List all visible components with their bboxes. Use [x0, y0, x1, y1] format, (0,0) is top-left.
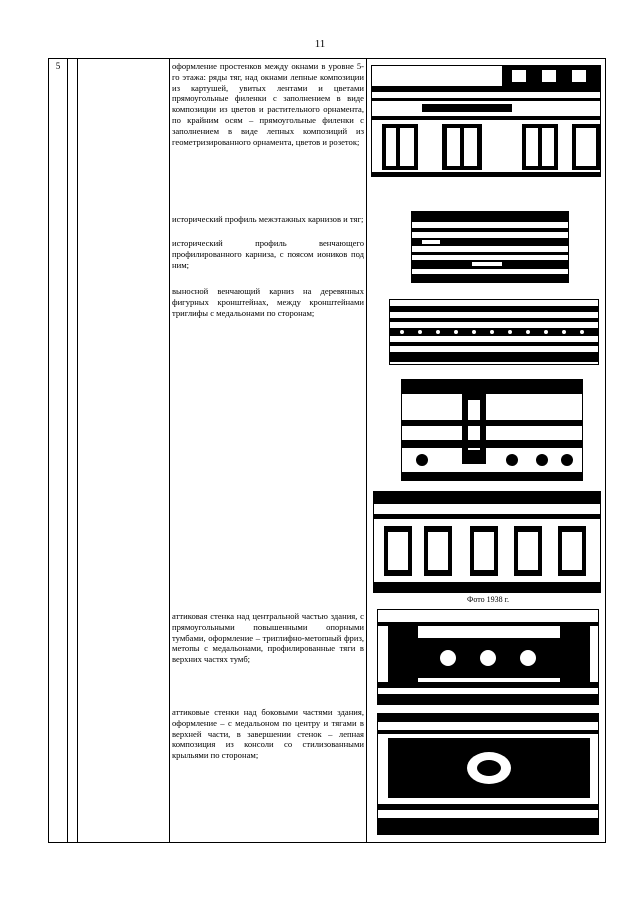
paragraph-side-attics: аттиковые стенки над боковыми частями здания, оформление – с медальоном по центру и тягами в верхней части, в завершении стенок – лепная композиция из консоли со стилизованными крыльями по сторонам;: [172, 707, 364, 761]
historic-photo-1938: [373, 491, 601, 593]
central-attic-photo: [377, 609, 599, 705]
column-divider: [67, 59, 68, 842]
column-divider: [366, 59, 367, 842]
ionic-belt-photo: [389, 299, 599, 365]
paragraph-cornices-profile: исторический профиль межэтажных карнизов и тяг;: [172, 214, 364, 224]
table: [48, 58, 606, 843]
column-divider: [77, 59, 78, 842]
paragraph-central-attic: аттиковая стенка над центральной частью здания, с прямоугольными повышенными опорными тумбами, оформление – триглифно-метопный фриз, метопы с медальонами, профилированные тяги в верхних частях тумб;: [172, 611, 364, 665]
paragraph-crowning-cornice: исторический профиль венчающего профилированного карниза, с поясом иоников под ним;: [172, 238, 364, 270]
facade-photo: [371, 65, 601, 177]
column-divider: [169, 59, 170, 842]
paragraph-facade-piers: оформление простенков между окнами в уровне 5-го этажа: ряды тяг, над окнами лепные композиции из картушей, увитых лентами и цветами прямоугольные филенки с заполнением в виде композиции из цветов и растительного орнамента, по крайним осям – прямоугольные филенки с заполнением в виде лепных композиций из геометризированного орнамента, цветов и розеток;: [172, 61, 364, 147]
side-attic-photo: [377, 713, 599, 835]
paragraph-outrigger-cornice: выносной венчающий карниз на деревянных фигурных кронштейнах, между кронштейнами триглифы с медальонами по сторонам;: [172, 286, 364, 318]
cornice-profile-photo: [411, 211, 569, 283]
brackets-photo: [401, 379, 583, 481]
row-number: 5: [55, 61, 61, 71]
description-column: [172, 61, 364, 841]
page-number: 11: [314, 38, 326, 50]
photo-caption: Фото 1938 г.: [467, 595, 509, 604]
